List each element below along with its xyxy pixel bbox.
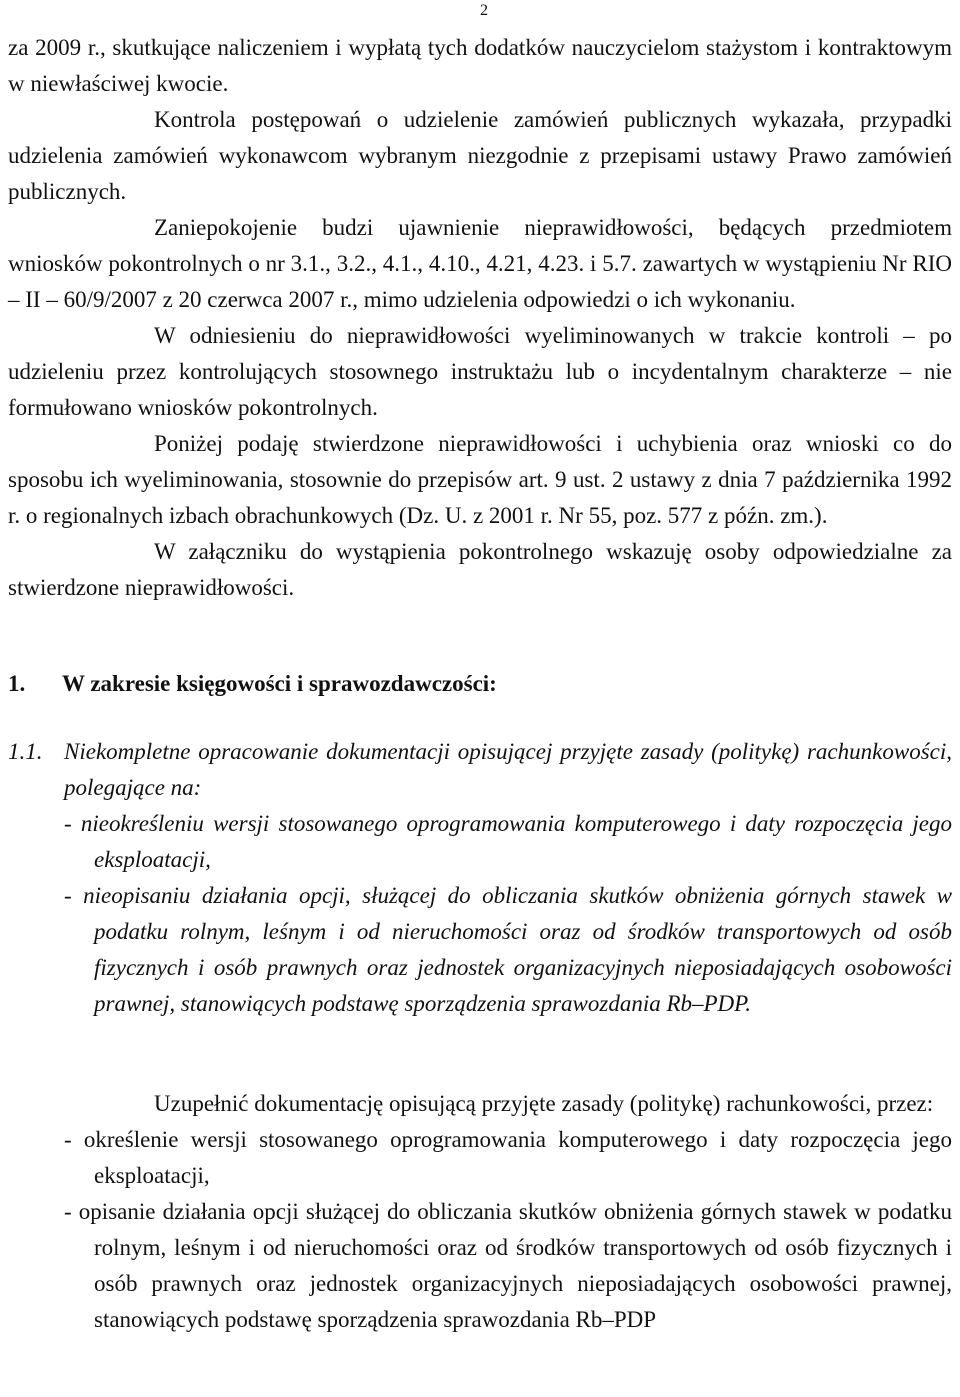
section-title: W zakresie księgowości i sprawozdawczości: bbox=[62, 671, 497, 696]
finding-item: - nieokreśleniu wersji stosowanego oprogramowania komputerowego i daty rozpoczęcia jego eksploatacji, bbox=[64, 811, 952, 872]
paragraph-eliminated: W odniesieniu do nieprawidłowości wyeliminowanych w trakcie kontroli – po udzieleniu przez kontrolujących stosownego instruktażu lub o incydentalnym charakterze – nie formułowano wniosków pokontrolnych. bbox=[8, 323, 952, 420]
section-number: 1. bbox=[8, 671, 26, 696]
subsection-number: 1.1. bbox=[8, 739, 43, 764]
paragraph-continuation: za 2009 r., skutkujące naliczeniem i wypłatą tych dodatków nauczycielom stażystom i kontraktowym w niewłaściwej kwocie. bbox=[8, 35, 952, 96]
paragraph-concern: Zaniepokojenie budzi ujawnienie nieprawidłowości, będących przedmiotem wniosków pokontrolnych o nr 3.1., 3.2., 4.1., 4.10., 4.21, 4.23. i 5.7. zawartych w wystąpieniu Nr RIO – II – 60/9/2007 z 20 czerwca 2007 r., mimo udzielenia odpowiedzi o ich wykonaniu. bbox=[8, 215, 952, 312]
subsection-1-1 bbox=[8, 734, 952, 1022]
page-number: 2 bbox=[480, 2, 488, 19]
recommendation-item: - opisanie działania opcji służącej do obliczania skutków obniżenia górnych stawek w podatku rolnym, leśnym i od nieruchomości oraz od środków transportowych od osób fizycznych i osób prawnych oraz jednostek organizacyjnych nieposiadających osobowości prawnej, stanowiących podstawę sporządzenia sprawozdania Rb–PDP bbox=[64, 1199, 952, 1332]
paragraph-attachment: W załączniku do wystąpienia pokontrolnego wskazuję osoby odpowiedzialne za stwierdzone nieprawidłowości. bbox=[8, 539, 952, 600]
recommendation bbox=[8, 1086, 952, 1338]
section-heading bbox=[8, 666, 952, 702]
finding-item: - nieopisaniu działania opcji, służącej do obliczania skutków obniżenia górnych stawek w podatku rolnym, leśnym i od nieruchomości oraz od środków transportowych od osób fizycznych i osób prawnych oraz jednostek organizacyjnych nieposiadających osobowości prawnej, stanowiących podstawę sporządzenia sprawozdania Rb–PDP. bbox=[64, 883, 952, 1016]
paragraph-procurement: Kontrola postępowań o udzielenie zamówień publicznych wykazała, przypadki udzielenia zamówień wykonawcom wybranym niezgodnie z przepisami ustawy Prawo zamówień publicznych. bbox=[8, 107, 952, 204]
document-body bbox=[8, 30, 952, 1338]
paragraph-findings-intro: Poniżej podaję stwierdzone nieprawidłowości i uchybienia oraz wnioski co do sposobu ich wyeliminowania, stosownie do przepisów art. 9 ust. 2 ustawy z dnia 7 października 1992 r. o regionalnych izbach obrachunkowych (Dz. U. z 2001 r. Nr 55, poz. 577 z późn. zm.). bbox=[8, 431, 952, 528]
recommendation-item: - określenie wersji stosowanego oprogramowania komputerowego i daty rozpoczęcia jego eksploatacji, bbox=[64, 1127, 952, 1188]
subsection-lead: Niekompletne opracowanie dokumentacji opisującej przyjęte zasady (politykę) rachunkowości, polegające na: bbox=[64, 739, 952, 800]
recommendation-lead: Uzupełnić dokumentację opisującą przyjęte zasady (politykę) rachunkowości, przez: bbox=[154, 1091, 934, 1116]
